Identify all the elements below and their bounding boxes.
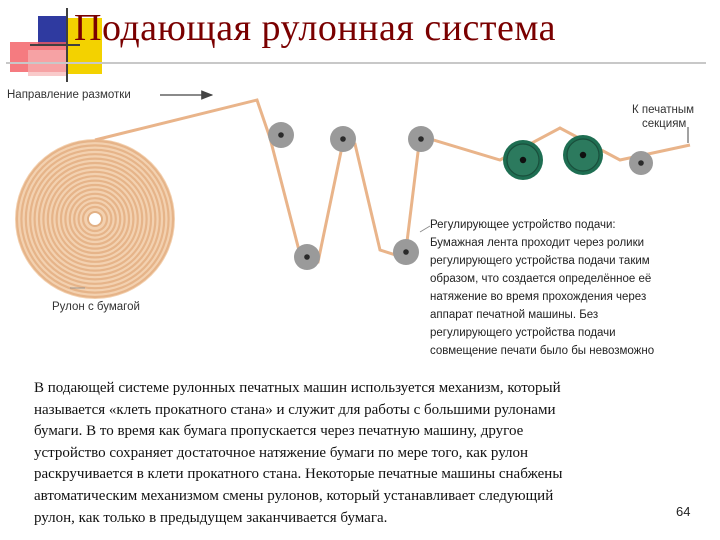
control-pointer <box>420 226 430 232</box>
roller-axle <box>638 160 644 166</box>
roller-axle <box>340 136 346 142</box>
control-device-line: совмещение печати было бы невозможно <box>430 345 655 357</box>
control-device-line: аппарат печатной машины. Без <box>430 309 599 321</box>
roller <box>408 126 434 152</box>
roll-label: Рулон с бумагой <box>52 301 140 313</box>
paragraph-line: В подающей системе рулонных печатных машин используется механизм, который <box>34 380 561 396</box>
paragraph-line: рулон, как только в предыдущем заканчивается бумага. <box>34 509 388 526</box>
decor-horizontal-line <box>30 44 80 46</box>
paragraph-line: автоматическим механизмом смены рулонов, который устанавливает следующий <box>34 487 554 504</box>
control-device-line: натяжение во время прохождения через <box>430 291 647 303</box>
paper-roll <box>15 139 175 299</box>
control-device-line: регулирующего устройства подачи <box>430 327 616 339</box>
paragraph-line: называется «клеть прокатного стана» и служит для работы с большими рулонами <box>34 401 556 418</box>
paragraph-line: раскручивается в клети прокатного стана. Некоторые печатные машины снабжены <box>34 466 563 483</box>
paragraph-line: устройство сохраняет достаточное натяжение бумаги по мере того, как рулон <box>34 444 529 461</box>
decor-blue-square <box>38 16 66 44</box>
control-device-line: регулирующего устройства подачи таким <box>430 255 650 267</box>
page-title: Подающая рулонная система <box>74 7 557 49</box>
roller <box>330 126 356 152</box>
feed-roller-green <box>503 140 543 180</box>
page-number: 64 <box>676 504 691 519</box>
roller-axle <box>278 132 284 138</box>
roller-axle <box>403 249 409 255</box>
roller-axle <box>304 254 310 260</box>
roller-axle <box>580 152 586 158</box>
roller-axle <box>520 157 526 163</box>
unwind-direction-label: Направление размотки <box>7 89 131 101</box>
roller <box>268 122 294 148</box>
to-printing-label-line1: К печатным <box>632 104 695 116</box>
to-printing-label-line2: секциям <box>642 118 687 130</box>
feed-roller-green <box>563 135 603 175</box>
roller-axle <box>418 136 424 142</box>
control-device-line: Бумажная лента проходит через ролики <box>430 237 645 249</box>
roller <box>294 244 320 270</box>
feed-system-diagram <box>0 60 720 375</box>
roll-core <box>88 212 102 226</box>
body-paragraph <box>34 378 694 529</box>
control-device-title: Регулирующее устройство подачи: <box>430 219 616 231</box>
paragraph-line: бумаги. В то время как бумага пропускается через печатную машину, другое <box>34 423 524 440</box>
control-device-line: образом, что создается определённое её <box>430 273 652 285</box>
roller <box>393 239 419 265</box>
roller <box>629 151 653 175</box>
